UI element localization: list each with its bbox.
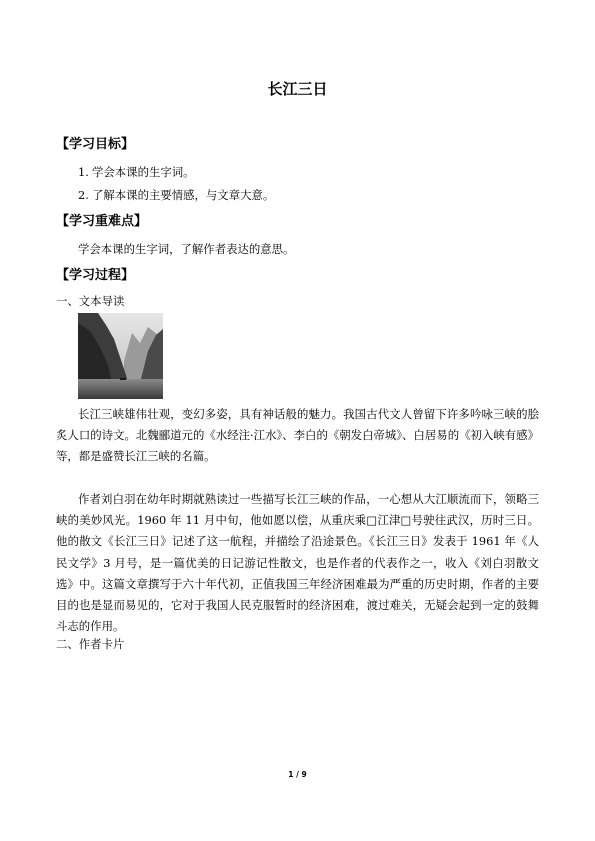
three-gorges-photo [78,313,163,399]
author-background-paragraph: 作者刘白羽在幼年时期就熟读过一些描写长江三峡的作品，一心想从大江顺流而下，领略三峡的美妙风光。1960 年 11 月中旬，他如愿以偿，从重庆乘□江津□号驶往武汉，历时三日。他的散文《长江三日》记述了这一航程，并描绘了沿途景色。《长江三日》发表于 1961 年《人民文学》3 月号，是一篇优美的日记游记性散文，也是作者的代表作之一，收入《刘白羽散文选》中。这篇文章撰写于六十年代初，正值我国三年经济困难最为严重的历史时期，作者的主要目的也是显而易见的，它对于我国人民克服暂时的经济困难，渡过难关，无疑会起到一定的鼓舞斗志的作用。 [56,492,539,634]
goal-item-1 [78,164,195,180]
learning-process-heading: 【学习过程】 [56,268,135,283]
goal-number: 2. [78,188,89,202]
section-heading-author-card: 二、作者卡片 [56,637,125,651]
key-points-text: 学会本课的生字词，了解作者表达的意思。 [78,242,295,256]
key-points-heading: 【学习重难点】 [56,214,148,229]
page-number: 1 / 9 [288,770,307,779]
learning-goals-heading: 【学习目标】 [56,137,135,152]
intro-paragraph: 长江三峡雄伟壮观，变幻多姿，具有神话般的魅力。我国古代文人曾留下许多吟咏三峡的脍炙人口的诗文。北魏郦道元的《水经注·江水》、李白的《朝发白帝城》、白居易的《初入峡有感》等，都是盛赞长江三峡的名篇。 [56,407,539,464]
section-heading-text-guide: 一、文本导读 [56,294,125,308]
goal-text: 了解本课的主要情感，与文章大意。 [92,188,275,202]
goal-text: 学会本课的生字词。 [92,165,195,179]
goal-item-2 [78,187,274,203]
goal-number: 1. [78,165,89,179]
gorge-image-drawing [78,313,163,399]
document-title: 长江三日 [267,80,328,98]
